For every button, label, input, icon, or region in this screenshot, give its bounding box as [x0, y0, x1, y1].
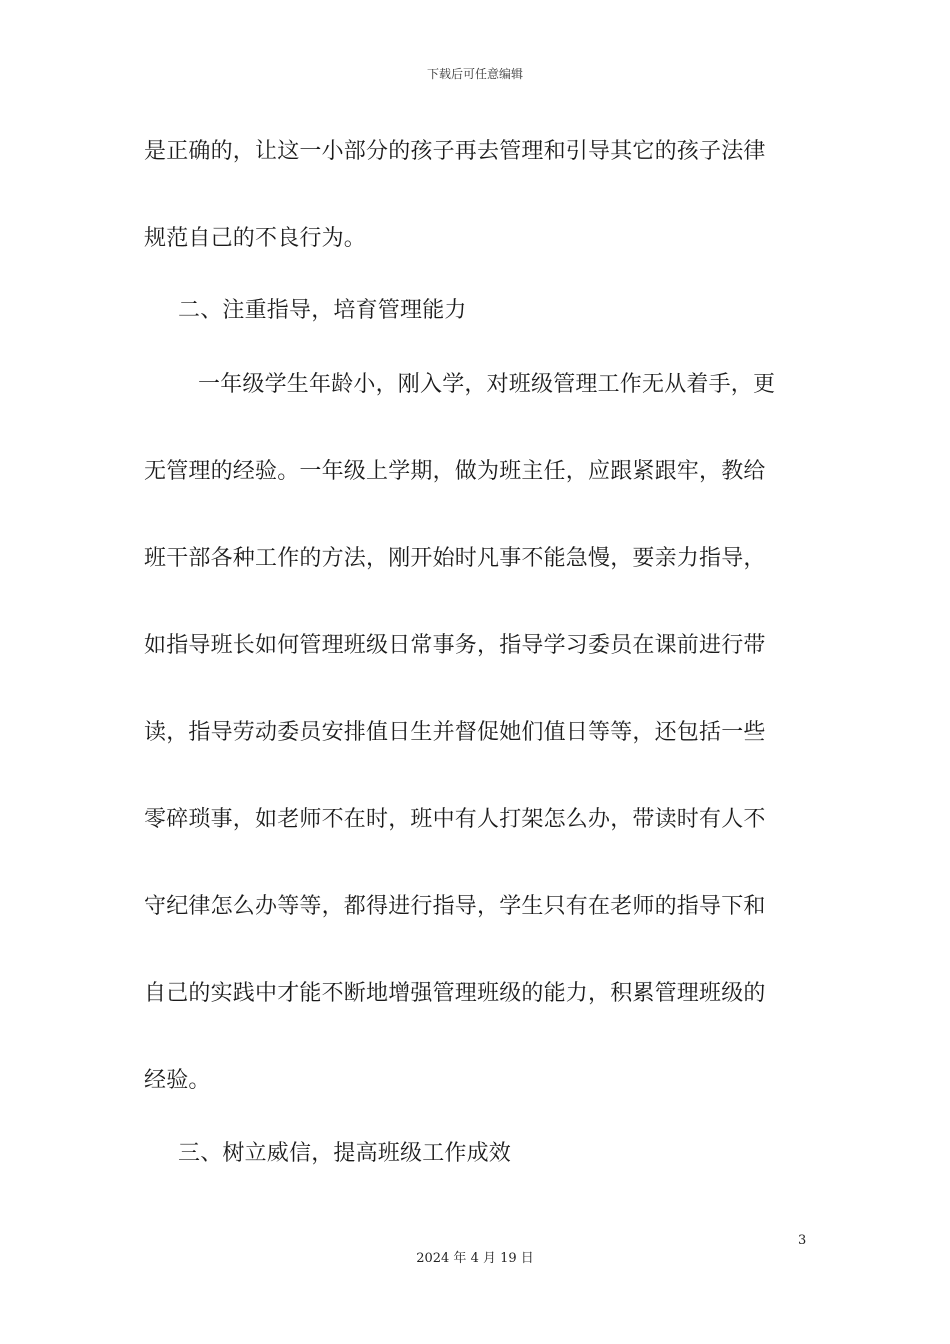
footer-date: 2024 年 4 月 19 日 — [416, 1251, 534, 1266]
body-line: 规范自己的不良行为。 — [144, 226, 367, 251]
body-line: 是正确的，让这一小部分的孩子再去管理和引导其它的孩子法律 — [144, 139, 766, 164]
section-heading: 二、注重指导，培育管理能力 — [178, 298, 467, 323]
body-line: 班干部各种工作的方法，刚开始时凡事不能急慢，要亲力指导， — [144, 546, 766, 571]
body-line: 一年级学生年龄小，刚入学，对班级管理工作无从着手，更 — [198, 372, 776, 397]
page-header: 下载后可任意编辑 — [426, 67, 523, 81]
body-line: 守纪律怎么办等等，都得进行指导，学生只有在老师的指导下和 — [144, 894, 766, 919]
body-line: 如指导班长如何管理班级日常事务，指导学习委员在课前进行带 — [144, 633, 766, 658]
body-line: 读，指导劳动委员安排值日生并督促她们值日等等，还包括一些 — [144, 720, 766, 745]
body-line: 无管理的经验。一年级上学期，做为班主任，应跟紧跟牢，教给 — [144, 459, 766, 484]
page-number: 3 — [798, 1233, 807, 1248]
body-line: 自己的实践中才能不断地增强管理班级的能力，积累管理班级的 — [144, 981, 766, 1006]
body-line: 零碎琐事，如老师不在时，班中有人打架怎么办，带读时有人不 — [144, 807, 766, 832]
section-heading: 三、树立威信，提高班级工作成效 — [178, 1141, 512, 1166]
body-line: 经验。 — [144, 1068, 211, 1093]
